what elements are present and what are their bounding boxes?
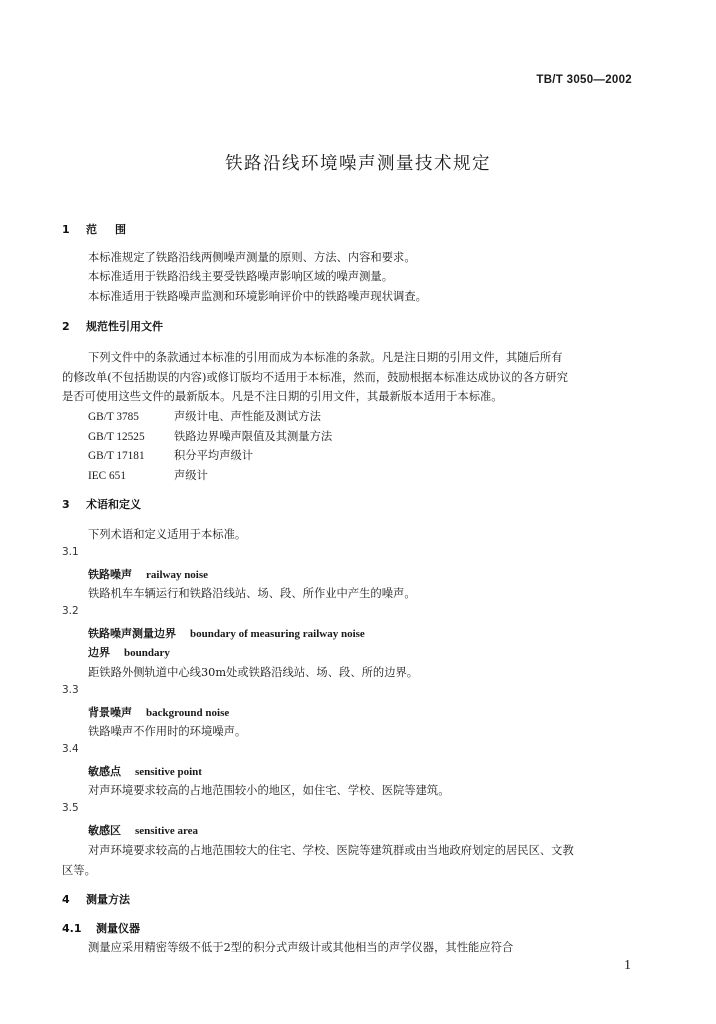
term-cn: 边界 <box>88 646 110 659</box>
definition-continued: 区等。 <box>62 864 96 877</box>
definition: 距铁路外侧轨道中心线30m处或铁路沿线站、场、段、所的边界。 <box>88 666 419 679</box>
term-cn: 背景噪声 <box>88 706 132 719</box>
term-en: sensitive point <box>135 766 202 778</box>
clause-number: 3.2 <box>62 605 79 617</box>
term-en: sensitive area <box>135 825 199 837</box>
reference-name: 声级计电、声性能及测试方法 <box>174 410 321 423</box>
clause-number: 3.3 <box>62 684 79 696</box>
section-number: 2 <box>62 320 70 333</box>
clause-number: 3.4 <box>62 743 79 755</box>
paragraph: 本标准规定了铁路沿线两侧噪声测量的原则、方法、内容和要求。 <box>88 251 416 264</box>
section-4-heading <box>62 891 130 907</box>
definition: 对声环境要求较高的占地范围较小的地区，如住宅、学校、医院等建筑。 <box>88 784 450 797</box>
clause-number: 3.1 <box>62 546 79 558</box>
section-title: 术语和定义 <box>86 498 141 511</box>
paragraph: 是否可使用这些文件的最新版本。凡是不注日期的引用文件，其最新版本适用于本标准。 <box>62 390 503 403</box>
section-3-heading <box>62 496 141 512</box>
subsection-number: 4.1 <box>62 922 82 935</box>
paragraph: 下列术语和定义适用于本标准。 <box>88 528 247 541</box>
subsection-title: 测量仪器 <box>96 922 140 935</box>
reference-item <box>88 447 253 463</box>
standard-number: TB/T 3050—2002 <box>536 74 632 86</box>
section-number: 1 <box>62 223 70 236</box>
definition: 铁路机车车辆运行和铁路沿线站、场、段、所作业中产生的噪声。 <box>88 587 416 600</box>
term-cn: 敏感区 <box>88 824 121 837</box>
reference-item <box>88 428 332 444</box>
section-1-heading <box>62 221 144 237</box>
paragraph: 测量应采用精密等级不低于2型的积分式声级计或其他相当的声学仪器，其性能应符合 <box>88 941 514 954</box>
reference-name: 铁路边界噪声限值及其测量方法 <box>174 430 333 443</box>
term-en: boundary of measuring railway noise <box>190 628 365 640</box>
term <box>88 704 229 720</box>
term-en: background noise <box>146 707 230 719</box>
page-number: 1 <box>624 958 631 973</box>
paragraph: 的修改单(不包括勘误的内容)或修订版均不适用于本标准，然而，鼓励根据本标准达成协议的各方研究 <box>62 371 568 384</box>
term <box>88 625 365 641</box>
term-cn: 铁路噪声测量边界 <box>88 627 176 640</box>
paragraph: 本标准适用于铁路噪声监测和环境影响评价中的铁路噪声现状调查。 <box>88 290 427 303</box>
section-title: 范围 <box>86 223 144 236</box>
paragraph: 下列文件中的条款通过本标准的引用而成为本标准的条款。凡是注日期的引用文件，其随后所有 <box>88 351 563 364</box>
reference-code: IEC 651 <box>88 470 126 482</box>
reference-name: 声级计 <box>174 469 208 482</box>
section-title: 规范性引用文件 <box>86 320 163 333</box>
reference-code: GB/T 12525 <box>88 431 145 443</box>
section-number: 3 <box>62 498 70 511</box>
term-alternative <box>88 644 170 660</box>
term-cn: 敏感点 <box>88 765 121 778</box>
reference-item <box>88 467 208 483</box>
reference-item <box>88 408 321 424</box>
section-2-heading <box>62 318 163 334</box>
section-title: 测量方法 <box>86 893 130 906</box>
page-title: 铁路沿线环境噪声测量技术规定 <box>225 154 491 174</box>
definition: 铁路噪声不作用时的环境噪声。 <box>88 725 247 738</box>
term <box>88 566 208 582</box>
term <box>88 822 198 838</box>
paragraph: 本标准适用于铁路沿线主要受铁路噪声影响区域的噪声测量。 <box>88 270 394 283</box>
term <box>88 763 202 779</box>
term-cn: 铁路噪声 <box>88 568 132 581</box>
subsection-4-1-heading <box>62 920 140 936</box>
reference-code: GB/T 17181 <box>88 450 145 462</box>
definition: 对声环境要求较高的占地范围较大的住宅、学校、医院等建筑群或由当地政府划定的居民区、文教 <box>88 844 574 857</box>
section-number: 4 <box>62 893 70 906</box>
reference-name: 积分平均声级计 <box>174 449 254 462</box>
reference-code: GB/T 3785 <box>88 411 139 423</box>
term-en: boundary <box>124 647 170 659</box>
term-en: railway noise <box>146 569 209 581</box>
clause-number: 3.5 <box>62 802 79 814</box>
